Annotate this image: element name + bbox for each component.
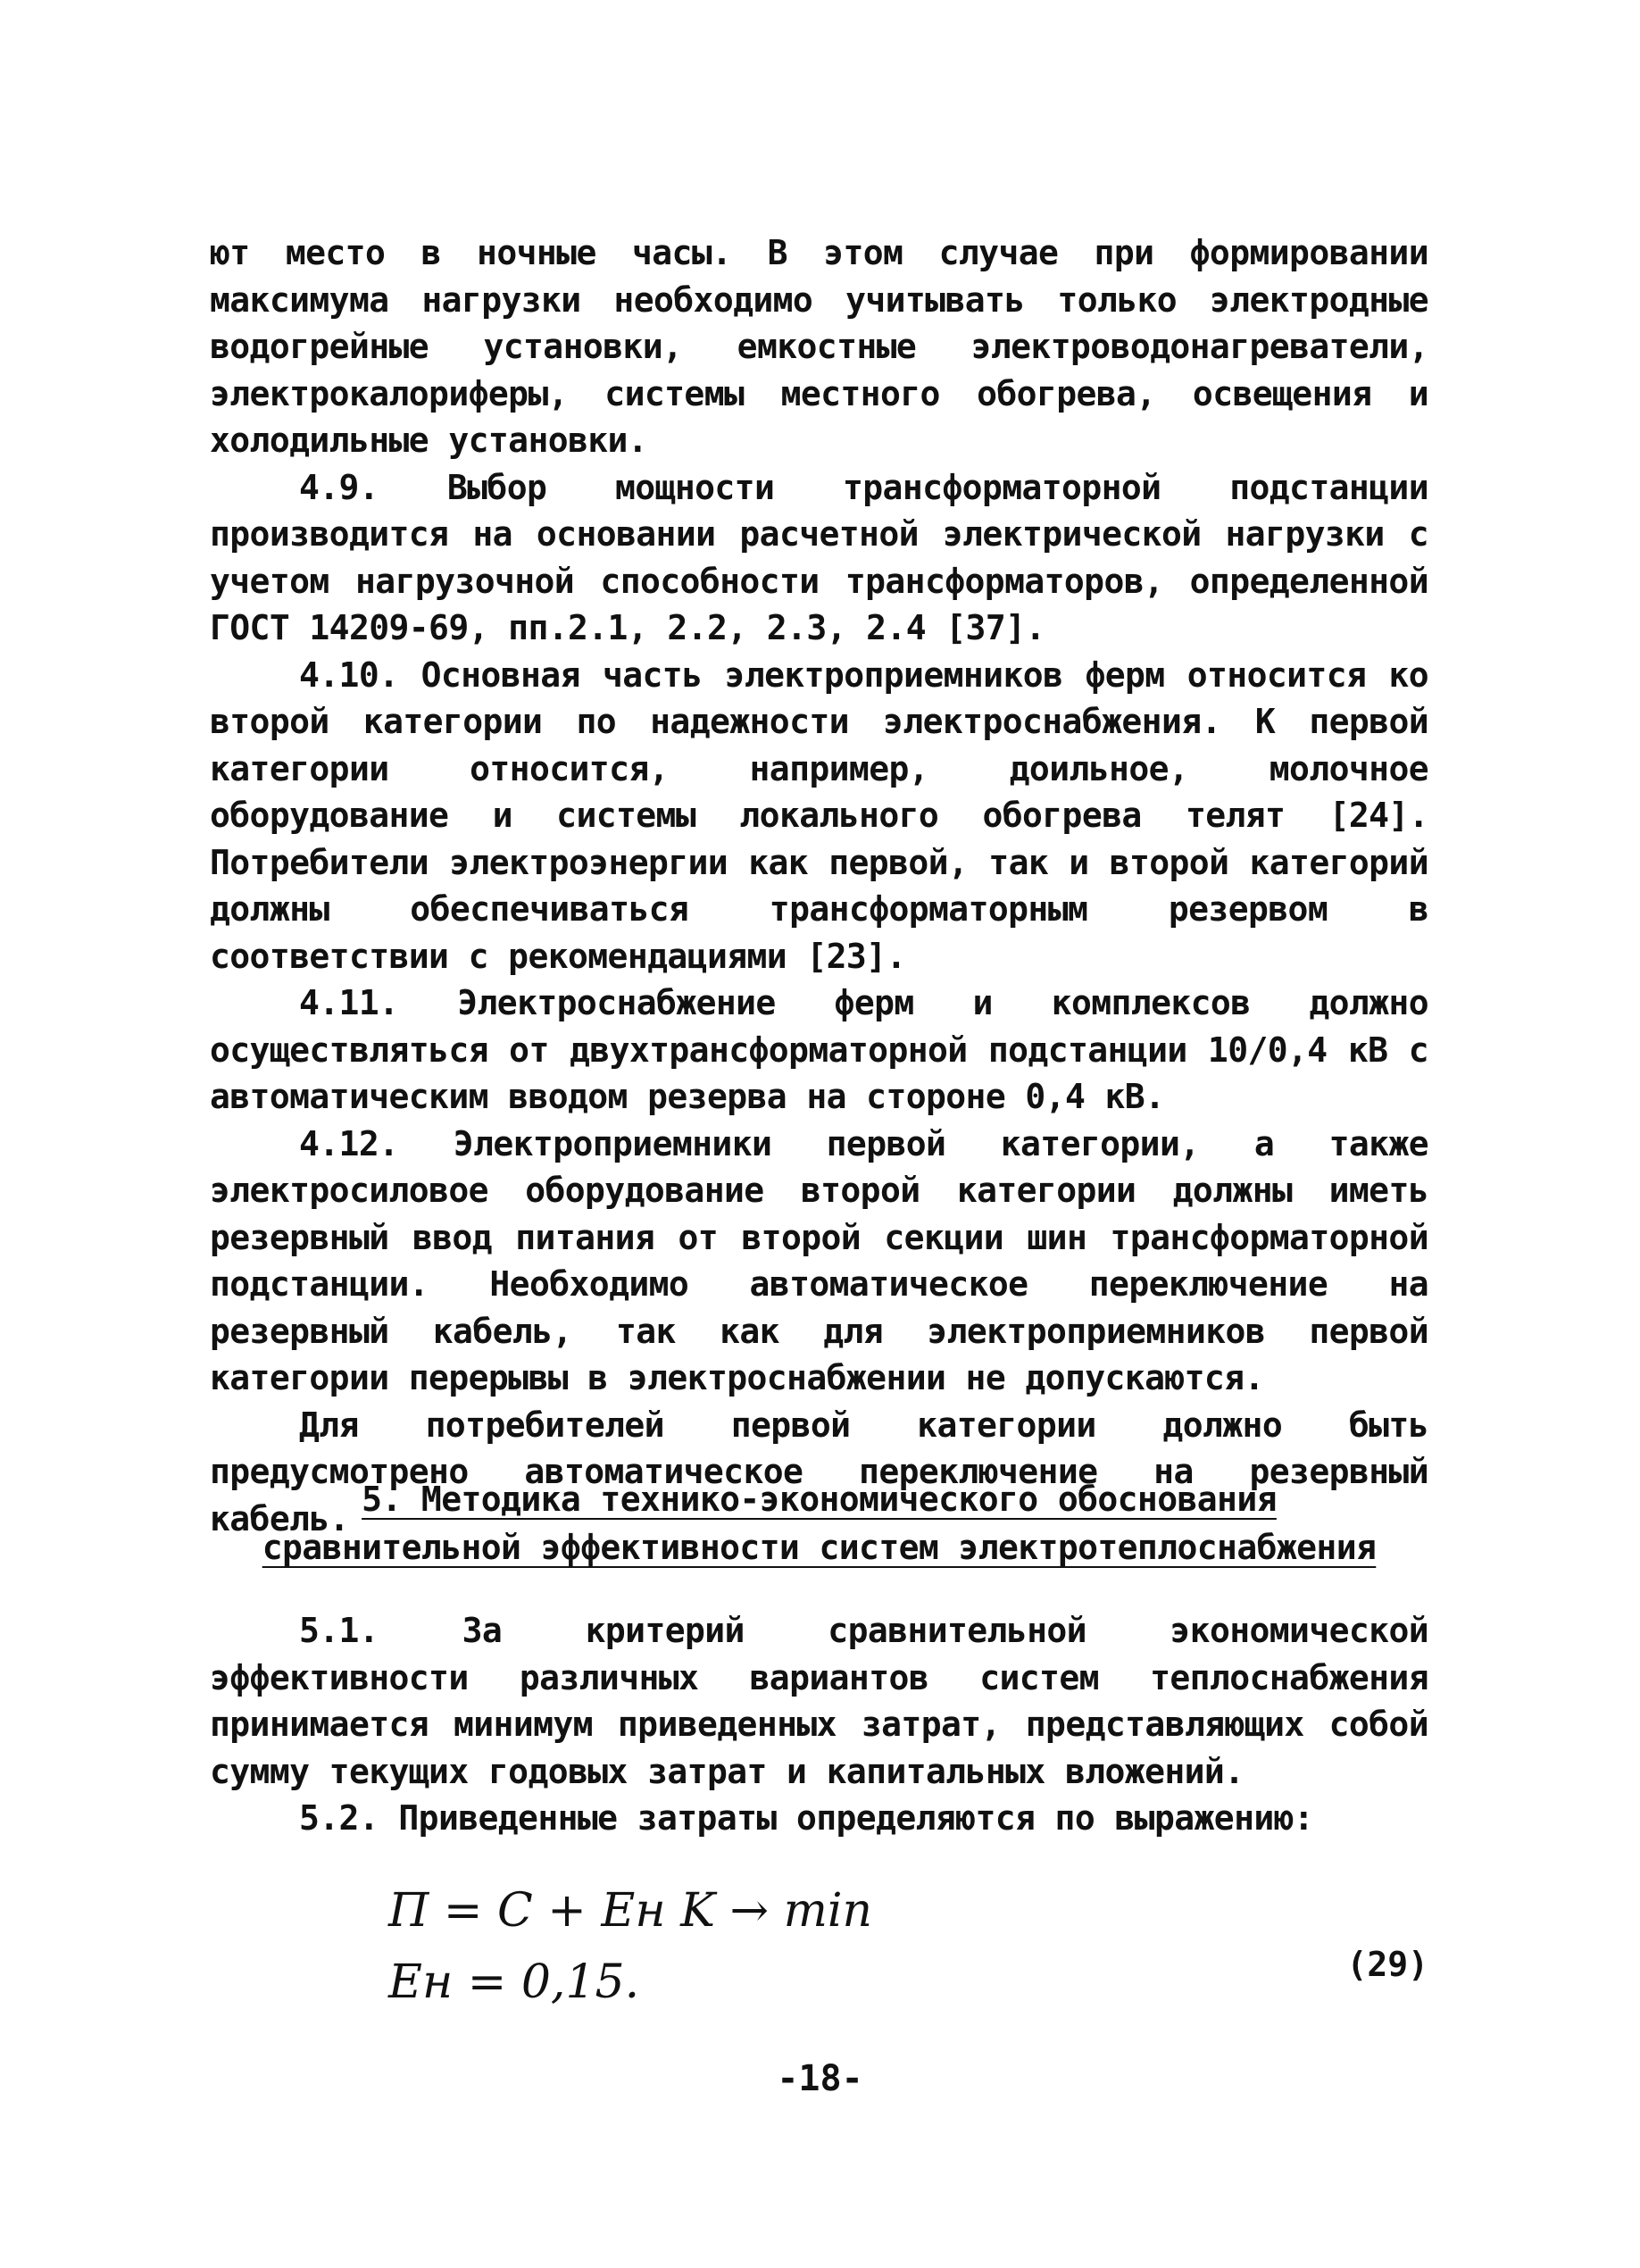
section-5-heading — [210, 1475, 1428, 1572]
formula-29 — [388, 1875, 1428, 2018]
section-4-text — [210, 229, 1428, 1542]
page-number: -18- — [777, 2058, 863, 2099]
paragraph: ют место в ночные часы. В этом случае при формировании максимума нагрузки необходимо учитывать только электродные водогрейные установки, емкостные электроводонагреватели, электрокалориферы, системы местного обогрева, освещения и холодильные установки. — [210, 233, 1428, 460]
paragraph-4-10: 4.10. Основная часть электроприемников ферм относится ко второй категории по надежности электроснабжения. К первой категории относится, например, доильное, молочное оборудование и системы локального обогрева телят [24]. Потребители электроэнергии как первой, так и второй категорий должны обеспечиваться трансформаторным резервом в соответствии с рекомендациями [23]. — [210, 655, 1428, 976]
section-5-text — [210, 1607, 1428, 1842]
paragraph-4-12: 4.12. Электроприемники первой категории, а также электросиловое оборудование второй категории должны иметь резервный ввод питания от второй секции шин трансформаторной подстанции. Необходимо автоматическое переключение на резервный кабель, так как для электроприемников первой категории перерывы в электроснабжении не допускаются. — [210, 1123, 1428, 1397]
paragraph-5-2: 5.2. Приведенные затраты определяются по выражению: — [299, 1798, 1314, 1838]
paragraph-4-11: 4.11. Электроснабжение ферм и комплексов должно осуществляться от двухтрансформаторной подстанции 10/0,4 кВ с автоматическим вводом резерва на стороне 0,4 кВ. — [210, 983, 1428, 1116]
paragraph-4-12-note: Для потребителей первой категории должно быть предусмотрено автоматическое переключение на резервный кабель. — [210, 1405, 1428, 1538]
heading-line-1: 5. Методика технико-экономического обоснования — [362, 1480, 1277, 1519]
heading-line-2: сравнительной эффективности систем электротеплоснабжения — [262, 1528, 1377, 1567]
formula-line-1: П = С + Eн K → min — [388, 1884, 873, 1938]
equation-number: (29) — [1346, 1945, 1428, 1984]
paragraph-5-1: 5.1. За критерий сравнительной экономической эффективности различных вариантов систем теплоснабжения принимается минимум приведенных затрат, представляющих собой сумму текущих годовых затрат и капитальных вложений. — [210, 1611, 1428, 1791]
paragraph-4-9: 4.9. Выбор мощности трансформаторной подстанции производится на основании расчетной электрической нагрузки с учетом нагрузочной способности трансформаторов, определенной ГОСТ 14209-69, пп.2.1, 2.2, 2.3, 2.4 [37]. — [210, 467, 1428, 647]
formula-line-2: Eн = 0,15. — [388, 1955, 640, 2009]
